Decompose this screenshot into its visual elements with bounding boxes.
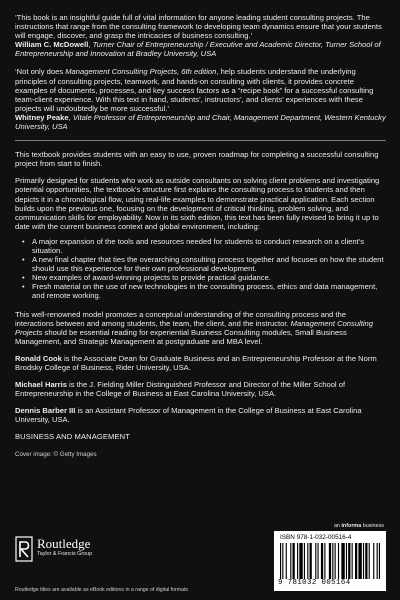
- barcode-bar: [352, 543, 353, 579]
- publisher-group: Taylor & Francis Group: [37, 551, 93, 557]
- barcode-bar: [297, 543, 298, 579]
- barcode-bar: [358, 543, 361, 579]
- informa-tagline: [334, 522, 384, 531]
- feature-list-item: • A new final chapter that ties the overarching consulting process together and focuses on how the student should use this experience for their own professional development.: [22, 255, 386, 273]
- barcode-bar: [280, 543, 281, 579]
- model-text-part-1: This well-renowned model promotes a conceptual understanding of the consulting process and the interactions between and among students, the team, the client, and the instructor.: [15, 309, 346, 328]
- author-bio-text-3: is an Assistant Professor of Management in the College of Business at East Carolina University, USA.: [15, 406, 362, 425]
- barcode-bar: [373, 543, 374, 579]
- quote-2-part-2: , help students understand the underlying principles of consulting projects, teamwork, and hands-on consulting with clients, it provides concrete examples of documents, processes, and key success factors as a “recipe book” for a successful consulting team-client experience. With this text in hand, students’, instructors’, and clients’ experiences with these projects will undoubtedly be more successful.’: [15, 67, 374, 113]
- author-bio-text-1: is the Associate Dean for Graduate Business and an Entrepreneurship Professor at the Norm Brodsky College of Business, Rider University, USA.: [15, 353, 377, 372]
- barcode-bar: [329, 543, 331, 579]
- feature-list: [22, 237, 386, 301]
- barcode-bar: [363, 543, 364, 579]
- endorser-name-2: Whitney Peake: [15, 112, 69, 122]
- endorser-role-1: Turner Chair of Entrepreneurship / Executive and Academic Director, Turner School of Entrepreneurship and Innovation at Bradley University, USA: [15, 40, 381, 59]
- cover-image-credit: Cover image: © Getty Images: [15, 450, 97, 458]
- barcode-bar: [377, 543, 378, 579]
- informa-prefix: an: [333, 523, 342, 529]
- endorsement-attribution-1: William C. McDowell, Turner Chair of Entrepreneurship / Executive and Academic Director, Turner School of Entrepreneurship and Innovation at Bradley University, USA: [15, 40, 381, 59]
- publisher-logo: [15, 536, 155, 566]
- isbn-barcode-box: [274, 531, 386, 591]
- subject-category: BUSINESS AND MANAGEMENT: [15, 432, 130, 442]
- author-bio-3: [15, 406, 386, 424]
- endorser-name-1: William C. McDowell: [15, 40, 89, 50]
- barcode-bar: [346, 543, 347, 579]
- model-book-title: Management Consulting Projects: [15, 318, 373, 337]
- publisher-name: Routledge: [37, 536, 91, 551]
- endorsement-quote-2: [15, 67, 386, 112]
- barcode-bar: [315, 543, 316, 579]
- section-divider: [15, 140, 386, 141]
- barcode-bar: [369, 543, 370, 579]
- barcode-bar: [310, 543, 312, 579]
- barcode-bar: [299, 543, 302, 579]
- barcode-bar: [318, 543, 319, 579]
- author-bio-2: [15, 380, 386, 398]
- author-bio-text-2: is the J. Fielding Miller Distinguished Professor and Director of the Miller School of Entrepreneurship in the College of Business at East Carolina University, USA.: [15, 380, 346, 399]
- feature-list-item: • New examples of award-winning projects to provide practical guidance.: [22, 273, 386, 282]
- description-paragraph: Primarily designed for students who work as outside consultants on solving client problems and investigating potential opportunities, the textbook’s structure first explains the consulting process to students and then depicts it in a chronological flow, using real-life examples to demonstrate practical application. Each section builds upon the previous one, focusing on the development of critical thinking, problem solving, and communication skills for employability. Now in its sixth edition, this text has been fully revised to bring it up to date with the current business context and global environment, including:: [15, 176, 380, 231]
- barcode-bar: [379, 543, 380, 579]
- barcode-bar: [335, 543, 336, 579]
- quote-2-book-title: Management Consulting Projects, 6th edition: [65, 67, 217, 77]
- feature-list-item: • A major expansion of the tools and resources needed for students to conduct research on a client’s situation.: [22, 237, 386, 255]
- author-name-2: Michael Harris: [15, 380, 67, 390]
- barcode-bar: [348, 543, 350, 579]
- isbn-number: ISBN 978-1-032-00516-4: [280, 534, 352, 541]
- barcode-bar: [321, 543, 323, 579]
- cover-footer: [15, 522, 386, 600]
- model-text-part-2: should be essential reading for experiential Business Consulting modules, Small Business Management, and Strategic Management at postgraduate and MBA level.: [15, 327, 347, 346]
- intro-paragraph: This textbook provides students with an easy to use, proven roadmap for completing a successful consulting project from start to finish.: [15, 150, 379, 169]
- barcode-bar: [324, 543, 325, 579]
- model-paragraph: [15, 310, 386, 346]
- author-name-3: Dennis Barber III: [15, 406, 76, 416]
- barcode-bar: [282, 543, 283, 579]
- barcode-bar: [355, 543, 357, 579]
- barcode-graphic: [280, 543, 380, 579]
- informa-suffix: business: [361, 523, 384, 529]
- barcode-bar: [286, 543, 287, 579]
- feature-list-item: • Fresh material on the use of new technologies in the consulting process, ethics and data management, and remote working.: [22, 282, 386, 300]
- ebook-note: Routledge titles are available as eBook editions in a range of digital formats: [15, 587, 189, 593]
- quote-2-part-1: ‘Not only does: [15, 67, 66, 77]
- barcode-bar: [365, 543, 367, 579]
- barcode-bar: [304, 543, 305, 579]
- barcode-bar: [338, 543, 339, 579]
- endorsement-quote-1: ‘This book is an insightful guide full of vital information for anyone leading student consulting projects. The instructions that range from the consulting framework to developing team dynamics ensure that your students will engage, discover, and grasp the intricacies of business consulting.’: [15, 13, 382, 41]
- barcode-bar: [293, 543, 295, 579]
- barcode-bar: [290, 543, 291, 579]
- author-name-1: Ronald Cook: [15, 353, 62, 363]
- barcode-bar: [307, 543, 308, 579]
- barcode-bar: [332, 543, 333, 579]
- endorser-role-2: Vitale Professor of Entrepreneurship and Chair, Management Department, Western Kentucky University, USA: [15, 112, 386, 132]
- routledge-r-icon: [15, 536, 33, 562]
- informa-brand: informa: [341, 523, 362, 529]
- endorsement-attribution-2: Whitney Peake, Vitale Professor of Entrepreneurship and Chair, Management Department, Western Kentucky University, USA: [15, 112, 386, 132]
- barcode-bar: [341, 543, 344, 579]
- barcode-digits: 9 781032 005164: [278, 579, 351, 587]
- author-bio-1: [15, 354, 386, 372]
